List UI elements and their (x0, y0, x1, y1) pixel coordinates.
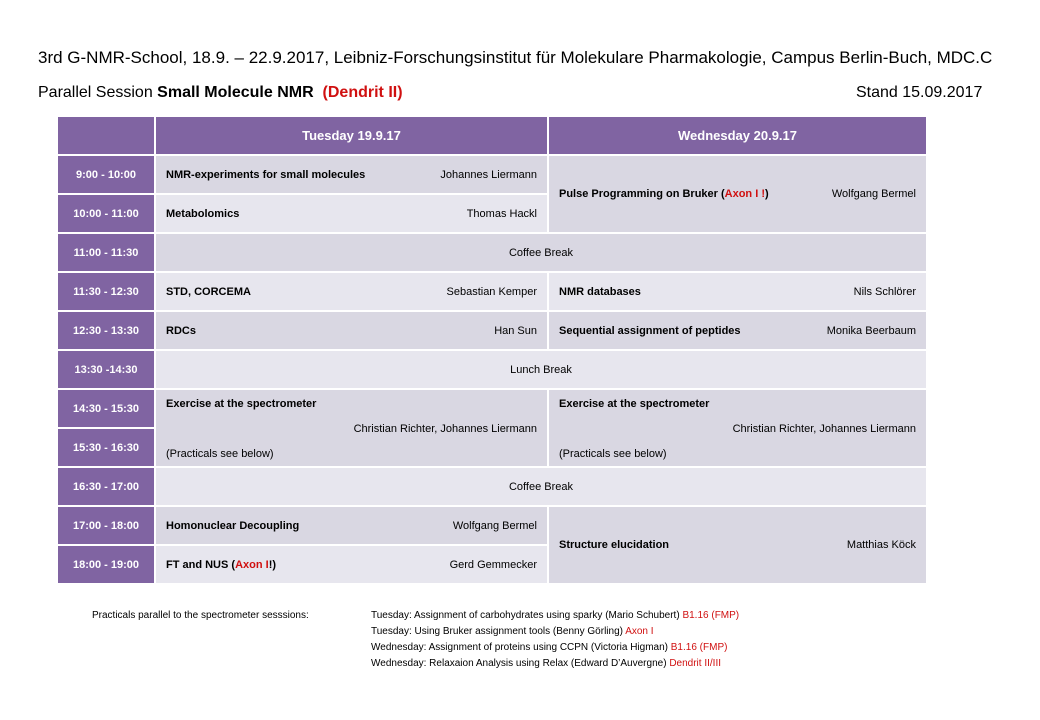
session-title: Structure elucidation (559, 539, 670, 551)
session-speaker: Christian Richter, Johannes Liermann (732, 423, 916, 435)
time-slot: 14:30 - 15:30 (58, 390, 156, 429)
practicals-list (371, 608, 739, 672)
session-title: Sequential assignment of peptides (559, 324, 741, 337)
session-room: (Dendrit II) (322, 84, 403, 101)
session-cell (549, 273, 928, 312)
session-speaker: Sebastian Kemper (446, 285, 537, 298)
time-slot: 15:30 - 16:30 (58, 429, 156, 468)
practical-item: Tuesday: Using Bruker assignment tools (Benny Görling) Axon I (371, 626, 654, 637)
session-title: RDCs (166, 324, 196, 337)
practical-item: Tuesday: Assignment of carbohydrates using sparky (Mario Schubert) B1.16 (FMP) (371, 610, 740, 621)
session-cell (156, 312, 549, 351)
time-slot: 11:00 - 11:30 (58, 234, 156, 273)
practicals-note: (Practicals see below) (166, 448, 274, 460)
session-title: Pulse Programming on Bruker (Axon I !) (559, 188, 769, 200)
room-label: B1.16 (FMP) (682, 610, 740, 621)
column-header-tuesday: Tuesday 19.9.17 (156, 117, 549, 156)
exercise-cell (549, 390, 928, 468)
room-label: Dendrit II/III (669, 658, 721, 669)
session-title: FT and NUS (Axon I!) (166, 558, 277, 571)
time-slot: 10:00 - 11:00 (58, 195, 156, 234)
room-label: Axon I (625, 626, 654, 637)
practical-item: Wednesday: Relaxaion Analysis using Relax (Edward D’Auvergne) Dendrit II/III (371, 658, 721, 669)
time-slot: 18:00 - 19:00 (58, 546, 156, 585)
session-speaker: Nils Schlörer (853, 285, 916, 298)
time-slot: 13:30 -14:30 (58, 351, 156, 390)
session-cell (156, 507, 549, 546)
session-speaker: Wolfgang Bermel (452, 519, 537, 532)
session-prefix: Parallel Session (38, 84, 158, 101)
session-title: NMR-experiments for small molecules (166, 168, 366, 181)
corner-cell (58, 117, 156, 156)
room-label: Axon I ! (724, 188, 765, 200)
practicals-label: Practicals parallel to the spectrometer sesssions: (92, 610, 309, 621)
session-title: Homonuclear Decoupling (166, 519, 300, 532)
time-slot: 9:00 - 10:00 (58, 156, 156, 195)
session-speaker: Johannes Liermann (440, 168, 537, 181)
session-cell (549, 507, 928, 585)
practicals-note: (Practicals see below) (559, 448, 667, 460)
time-slot: 17:00 - 18:00 (58, 507, 156, 546)
session-title: Exercise at the spectrometer (166, 398, 317, 410)
session-cell (156, 195, 549, 234)
room-label: Axon I (235, 558, 269, 571)
time-slot: 11:30 - 12:30 (58, 273, 156, 312)
session-line (38, 84, 403, 102)
schedule-table (58, 117, 928, 586)
time-slot: 16:30 - 17:00 (58, 468, 156, 507)
session-speaker: Christian Richter, Johannes Liermann (353, 423, 537, 435)
exercise-cell (156, 390, 549, 468)
lunch-break: Lunch Break (156, 351, 928, 390)
session-cell (156, 273, 549, 312)
session-speaker: Wolfgang Bermel (831, 188, 916, 200)
session-cell (549, 156, 928, 234)
session-title: Exercise at the spectrometer (559, 398, 710, 410)
coffee-break: Coffee Break (156, 234, 928, 273)
session-cell (156, 156, 549, 195)
session-cell (156, 546, 549, 585)
session-speaker: Monika Beerbaum (826, 324, 916, 337)
page-title: 3rd G-NMR-School, 18.9. – 22.9.2017, Leibniz-Forschungsinstitut für Molekulare Pharmakologie, Campus Berlin-Buch, MDC.C (38, 48, 993, 67)
room-label: B1.16 (FMP) (670, 642, 728, 653)
session-speaker: Gerd Gemmecker (449, 558, 537, 571)
coffee-break: Coffee Break (156, 468, 928, 507)
session-title: Metabolomics (166, 207, 240, 220)
time-slot: 12:30 - 13:30 (58, 312, 156, 351)
session-cell (549, 312, 928, 351)
session-speaker: Han Sun (494, 324, 537, 337)
stand-date: Stand 15.09.2017 (856, 84, 983, 101)
session-title: NMR databases (559, 285, 641, 298)
session-title: STD, CORCEMA (166, 285, 251, 298)
column-header-wednesday: Wednesday 20.9.17 (549, 117, 928, 156)
session-name: Small Molecule NMR (157, 84, 314, 101)
session-speaker: Thomas Hackl (466, 207, 537, 220)
practical-item: Wednesday: Assignment of proteins using CCPN (Victoria Higman) B1.16 (FMP) (371, 642, 728, 653)
session-speaker: Matthias Köck (846, 539, 916, 551)
